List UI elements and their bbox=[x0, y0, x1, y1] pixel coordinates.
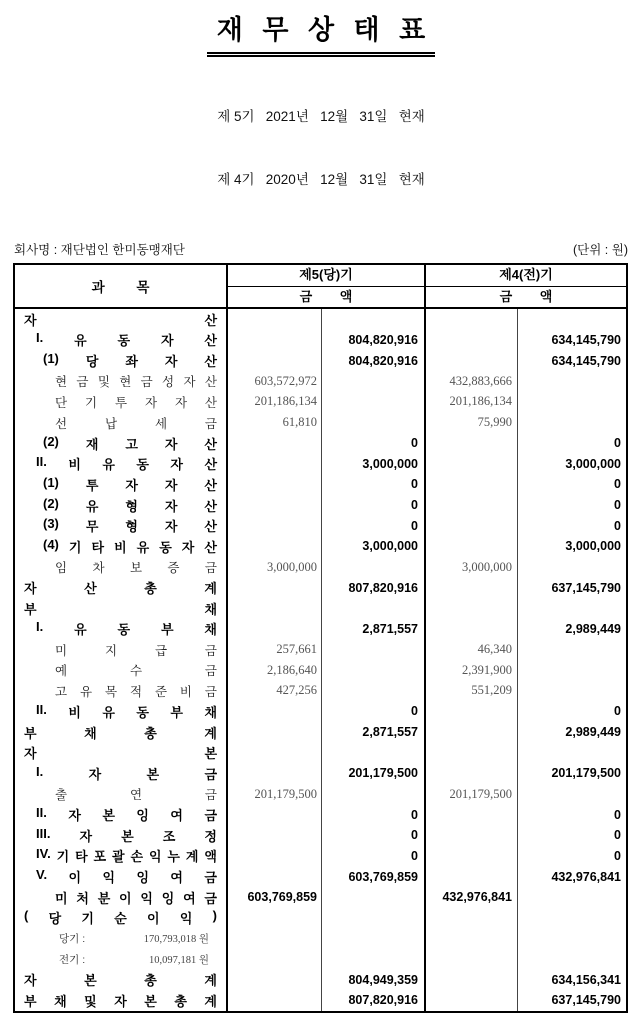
amount-cell-d5 bbox=[228, 577, 322, 598]
account-row bbox=[15, 742, 626, 763]
account-label: (3) 무 형 자 산 bbox=[43, 516, 217, 535]
amount-cell-t5 bbox=[322, 660, 426, 681]
note-row bbox=[15, 928, 626, 949]
amount-cell-d4 bbox=[426, 350, 518, 371]
account-row bbox=[15, 722, 626, 743]
account-label: II. 비 유 동 자 산 bbox=[36, 454, 217, 473]
amount-cell-t4: 432,976,841 bbox=[551, 869, 621, 884]
account-row bbox=[15, 639, 626, 660]
amount-cell-d5 bbox=[228, 846, 322, 867]
account-cell bbox=[15, 846, 228, 867]
account-row bbox=[15, 846, 626, 867]
amount-cell-d5 bbox=[228, 928, 322, 949]
account-row bbox=[15, 536, 626, 557]
amount-cell-d5 bbox=[228, 825, 322, 846]
account-column-header: 과 목 bbox=[15, 265, 228, 307]
account-cell bbox=[15, 536, 228, 557]
title-block bbox=[0, 0, 642, 57]
amount-cell-d5 bbox=[228, 453, 322, 474]
amount-cell-d4 bbox=[426, 846, 518, 867]
account-row bbox=[15, 887, 626, 908]
amount-cell-d4: 3,000,000 bbox=[426, 557, 518, 578]
amount-cell-d5: 3,000,000 bbox=[228, 557, 322, 578]
account-cell bbox=[15, 330, 228, 351]
amount-header-current: 금 액 bbox=[228, 287, 426, 307]
amount-cell-t4 bbox=[518, 309, 626, 330]
amount-cell-d4 bbox=[426, 309, 518, 330]
amount-cell-t5: 3,000,000 bbox=[322, 536, 426, 557]
account-label: 자 본 bbox=[24, 746, 217, 762]
amount-cell-t5: 2,871,557 bbox=[322, 722, 426, 743]
amount-cell-t5 bbox=[322, 949, 426, 970]
amount-cell-d4: 201,186,134 bbox=[426, 392, 518, 413]
account-cell bbox=[15, 763, 228, 784]
amount-cell-d5 bbox=[228, 536, 322, 557]
amount-cell-t5: 804,820,916 bbox=[322, 330, 426, 351]
amount-cell-d4 bbox=[426, 453, 518, 474]
amount-cell-t5: 3,000,000 bbox=[322, 453, 426, 474]
account-row bbox=[15, 784, 626, 805]
amount-cell-d4: 432,976,841 bbox=[426, 887, 518, 908]
account-label: 부 채 및 자 본 총 계 bbox=[24, 993, 217, 1009]
amount-cell-d5 bbox=[228, 866, 322, 887]
account-label: 부 채 bbox=[24, 601, 217, 617]
amount-cell-d4: 75,990 bbox=[426, 412, 518, 433]
amount-cell-t5 bbox=[322, 681, 426, 702]
amount-cell-d4 bbox=[426, 742, 518, 763]
amount-cell-t4 bbox=[518, 887, 626, 908]
amount-cell-d4: 432,883,666 bbox=[426, 371, 518, 392]
page-title: 재 무 상 태 표 bbox=[207, 8, 435, 57]
period4-header: 제4(전)기 bbox=[499, 267, 553, 282]
amount-cell-t5 bbox=[322, 371, 426, 392]
amount-cell-t5: 0 bbox=[322, 701, 426, 722]
amount-cell-d5 bbox=[228, 804, 322, 825]
account-row bbox=[15, 619, 626, 640]
amount-cell-d5 bbox=[228, 722, 322, 743]
account-cell bbox=[15, 949, 228, 970]
amount-cell-d4 bbox=[426, 949, 518, 970]
amount-cell-t4 bbox=[518, 742, 626, 763]
amount-cell-d4 bbox=[426, 598, 518, 619]
amount-cell-t4: 0 bbox=[614, 477, 621, 492]
amount-cell-d4 bbox=[426, 928, 518, 949]
account-label: 미 지 급 금 bbox=[55, 643, 217, 658]
account-row bbox=[15, 866, 626, 887]
amount-cell-d5 bbox=[228, 474, 322, 495]
amount-cell-t5 bbox=[322, 928, 426, 949]
account-label: V. 이 익 잉 여 금 bbox=[36, 867, 217, 886]
account-label: 자 산 bbox=[24, 312, 217, 328]
account-cell bbox=[15, 557, 228, 578]
account-cell bbox=[15, 887, 228, 908]
amount-cell-t4: 634,145,790 bbox=[551, 332, 621, 347]
amount-cell-d4 bbox=[426, 515, 518, 536]
amount-cell-d4 bbox=[426, 536, 518, 557]
account-cell bbox=[15, 866, 228, 887]
unit-label: (단위 : 원) bbox=[573, 243, 628, 257]
account-label: (1) 당 좌 자 산 bbox=[43, 351, 217, 370]
account-label: III. 자 본 조 정 bbox=[36, 825, 217, 844]
net-income-note bbox=[24, 931, 217, 946]
account-row bbox=[15, 990, 626, 1011]
amount-cell-d5: 427,256 bbox=[228, 681, 322, 702]
amount-cell-t4: 637,145,790 bbox=[551, 993, 621, 1008]
account-row bbox=[15, 970, 626, 991]
account-cell bbox=[15, 474, 228, 495]
amount-cell-d5 bbox=[228, 990, 322, 1011]
account-cell bbox=[15, 392, 228, 413]
amount-cell-t5 bbox=[322, 784, 426, 805]
net-income-note bbox=[24, 952, 217, 967]
company-name: 회사명 : 재단법인 한미동맹재단 bbox=[14, 243, 185, 257]
account-label: (1) 투 자 자 산 bbox=[43, 474, 217, 493]
amount-cell-t4 bbox=[518, 371, 626, 392]
amount-cell-t4: 0 bbox=[614, 828, 621, 843]
amount-cell-d5 bbox=[228, 495, 322, 516]
account-cell bbox=[15, 784, 228, 805]
account-row bbox=[15, 350, 626, 371]
table-body bbox=[15, 309, 626, 1011]
amount-cell-d5 bbox=[228, 598, 322, 619]
period5-header: 제5(당)기 bbox=[228, 265, 426, 286]
amount-cell-d5 bbox=[228, 908, 322, 929]
account-row bbox=[15, 701, 626, 722]
account-row bbox=[15, 412, 626, 433]
account-cell bbox=[15, 825, 228, 846]
amount-cell-d5 bbox=[228, 433, 322, 454]
account-row bbox=[15, 474, 626, 495]
amount-cell-t5 bbox=[322, 598, 426, 619]
amount-cell-t4 bbox=[518, 412, 626, 433]
account-row bbox=[15, 660, 626, 681]
amount-cell-t4: 0 bbox=[614, 704, 621, 719]
amount-cell-t5: 603,769,859 bbox=[322, 866, 426, 887]
amount-cell-t4 bbox=[518, 908, 626, 929]
amount-cell-t5 bbox=[322, 742, 426, 763]
amount-cell-d4: 201,179,500 bbox=[426, 784, 518, 805]
account-row bbox=[15, 908, 626, 929]
account-row bbox=[15, 763, 626, 784]
account-row bbox=[15, 515, 626, 536]
note-value: 10,097,181 원 bbox=[148, 954, 209, 966]
account-cell bbox=[15, 412, 228, 433]
account-cell bbox=[15, 970, 228, 991]
amount-cell-t4 bbox=[518, 949, 626, 970]
amount-cell-t5 bbox=[322, 392, 426, 413]
amount-cell-t5 bbox=[322, 412, 426, 433]
account-cell bbox=[15, 350, 228, 371]
amount-cell-d5 bbox=[228, 742, 322, 763]
account-label: 현 금 및 현 금 성 자 산 bbox=[55, 375, 217, 390]
amount-cell-t5: 804,949,359 bbox=[322, 970, 426, 991]
account-label: 미 처 분 이 익 잉 여 금 bbox=[55, 890, 217, 906]
account-label: 단 기 투 자 자 산 bbox=[55, 395, 217, 410]
amount-cell-d5 bbox=[228, 350, 322, 371]
account-label: 선 납 세 금 bbox=[55, 416, 217, 431]
amount-cell-d4 bbox=[426, 433, 518, 454]
account-label: (4) 기 타 비 유 동 자 산 bbox=[43, 536, 217, 555]
amount-cell-t4: 0 bbox=[614, 498, 621, 513]
period-line-current: 제 5기 2021년 12월 31일 현재 bbox=[217, 109, 425, 124]
amount-cell-t5 bbox=[322, 309, 426, 330]
account-row bbox=[15, 825, 626, 846]
account-cell bbox=[15, 639, 228, 660]
amount-cell-d5 bbox=[228, 619, 322, 640]
amount-columns-header bbox=[228, 265, 626, 307]
amount-cell-d4: 46,340 bbox=[426, 639, 518, 660]
amount-cell-d4 bbox=[426, 804, 518, 825]
amount-cell-t5: 807,820,916 bbox=[322, 990, 426, 1011]
account-row bbox=[15, 433, 626, 454]
amount-cell-t4: 637,145,790 bbox=[551, 580, 621, 595]
account-cell bbox=[15, 701, 228, 722]
amount-cell-t5: 807,820,916 bbox=[322, 577, 426, 598]
amount-cell-d5: 257,661 bbox=[228, 639, 322, 660]
account-row bbox=[15, 804, 626, 825]
account-row bbox=[15, 371, 626, 392]
amount-cell-d5: 2,186,640 bbox=[228, 660, 322, 681]
amount-cell-t5 bbox=[322, 557, 426, 578]
amount-cell-t5: 0 bbox=[322, 804, 426, 825]
amount-cell-t4: 634,156,341 bbox=[551, 972, 621, 987]
amount-cell-d4 bbox=[426, 577, 518, 598]
amount-cell-t4: 0 bbox=[614, 518, 621, 533]
account-cell bbox=[15, 742, 228, 763]
account-label: ( 당 기 순 이 익 ) bbox=[24, 908, 217, 927]
amount-cell-t4 bbox=[518, 392, 626, 413]
amount-cell-d5 bbox=[228, 949, 322, 970]
amount-cell-d4 bbox=[426, 908, 518, 929]
amount-cell-d5: 603,572,972 bbox=[228, 371, 322, 392]
amount-header-prior: 금 액 bbox=[499, 289, 565, 304]
amount-cell-d4 bbox=[426, 825, 518, 846]
account-label: II. 비 유 동 부 채 bbox=[36, 701, 217, 720]
account-cell bbox=[15, 309, 228, 330]
amount-cell-d4: 2,391,900 bbox=[426, 660, 518, 681]
amount-cell-t4: 3,000,000 bbox=[565, 539, 621, 554]
amount-cell-d5 bbox=[228, 763, 322, 784]
amount-cell-t4 bbox=[518, 928, 626, 949]
account-label: IV. 기 타 포 괄 손 익 누 계 액 bbox=[36, 846, 217, 865]
amount-cell-t4 bbox=[518, 639, 626, 660]
account-cell bbox=[15, 908, 228, 929]
amount-cell-d4 bbox=[426, 722, 518, 743]
period-line-prior: 제 4기 2020년 12월 31일 현재 bbox=[217, 172, 425, 187]
note-value: 170,793,018 원 bbox=[143, 934, 209, 946]
account-row bbox=[15, 495, 626, 516]
account-row bbox=[15, 681, 626, 702]
account-cell bbox=[15, 495, 228, 516]
amount-cell-d5: 201,186,134 bbox=[228, 392, 322, 413]
account-row bbox=[15, 330, 626, 351]
account-label: I. 유 동 부 채 bbox=[36, 619, 217, 638]
note-row bbox=[15, 949, 626, 970]
table-header bbox=[15, 265, 626, 309]
account-label: 부 채 총 계 bbox=[24, 725, 217, 741]
amount-cell-t5 bbox=[322, 908, 426, 929]
amount-cell-t5: 0 bbox=[322, 474, 426, 495]
account-label: 출 연 금 bbox=[55, 788, 217, 803]
account-cell bbox=[15, 453, 228, 474]
amount-cell-d4 bbox=[426, 970, 518, 991]
account-label: (2) 유 형 자 산 bbox=[43, 495, 217, 514]
amount-cell-d4 bbox=[426, 474, 518, 495]
account-row bbox=[15, 453, 626, 474]
period-lines bbox=[0, 64, 642, 232]
amount-cell-t5: 0 bbox=[322, 846, 426, 867]
amount-cell-d4: 551,209 bbox=[426, 681, 518, 702]
account-row bbox=[15, 309, 626, 330]
account-cell bbox=[15, 660, 228, 681]
amount-cell-t4 bbox=[518, 681, 626, 702]
amount-cell-t4 bbox=[518, 557, 626, 578]
account-label: I. 유 동 자 산 bbox=[36, 330, 217, 349]
amount-cell-d4 bbox=[426, 495, 518, 516]
account-cell bbox=[15, 433, 228, 454]
amount-cell-t4: 2,989,449 bbox=[565, 621, 621, 636]
amount-cell-t5: 0 bbox=[322, 515, 426, 536]
balance-sheet-table bbox=[13, 263, 628, 1013]
account-cell bbox=[15, 577, 228, 598]
account-cell bbox=[15, 619, 228, 640]
amount-cell-d4 bbox=[426, 866, 518, 887]
amount-cell-t4: 0 bbox=[614, 436, 621, 451]
amount-cell-t4: 2,989,449 bbox=[565, 725, 621, 740]
amount-cell-t5: 2,871,557 bbox=[322, 619, 426, 640]
amount-cell-t4: 0 bbox=[614, 807, 621, 822]
account-row bbox=[15, 557, 626, 578]
amount-cell-t4: 634,145,790 bbox=[551, 353, 621, 368]
amount-cell-t4 bbox=[518, 598, 626, 619]
account-cell bbox=[15, 804, 228, 825]
account-cell bbox=[15, 928, 228, 949]
account-label: 자 산 총 계 bbox=[24, 581, 217, 597]
note-label: 전기 : bbox=[59, 953, 86, 966]
account-cell bbox=[15, 990, 228, 1011]
account-label: 고 유 목 적 준 비 금 bbox=[55, 684, 217, 699]
amount-cell-d5: 61,810 bbox=[228, 412, 322, 433]
amount-cell-t5: 804,820,916 bbox=[322, 350, 426, 371]
account-label: 임 차 보 증 금 bbox=[55, 561, 217, 575]
amount-cell-d5 bbox=[228, 515, 322, 536]
account-row bbox=[15, 392, 626, 413]
amount-cell-d4 bbox=[426, 330, 518, 351]
amount-cell-t5: 0 bbox=[322, 495, 426, 516]
meta-row bbox=[0, 240, 642, 258]
amount-cell-d4 bbox=[426, 619, 518, 640]
amount-cell-d5 bbox=[228, 309, 322, 330]
amount-cell-t4: 3,000,000 bbox=[565, 456, 621, 471]
note-label: 당기 : bbox=[59, 933, 86, 946]
amount-cell-t4: 0 bbox=[614, 848, 621, 863]
amount-cell-t5 bbox=[322, 639, 426, 660]
amount-cell-d5 bbox=[228, 970, 322, 991]
account-row bbox=[15, 577, 626, 598]
account-cell bbox=[15, 722, 228, 743]
amount-cell-t4: 201,179,500 bbox=[551, 766, 621, 781]
account-label: 자 본 총 계 bbox=[24, 973, 217, 989]
account-label: 예 수 금 bbox=[55, 664, 217, 679]
account-row bbox=[15, 598, 626, 619]
amount-cell-t5 bbox=[322, 887, 426, 908]
amount-cell-t4 bbox=[518, 784, 626, 805]
amount-cell-d4 bbox=[426, 990, 518, 1011]
account-cell bbox=[15, 371, 228, 392]
account-cell bbox=[15, 598, 228, 619]
account-cell bbox=[15, 515, 228, 536]
amount-cell-d4 bbox=[426, 701, 518, 722]
amount-cell-d5 bbox=[228, 330, 322, 351]
account-label: II. 자 본 잉 여 금 bbox=[36, 805, 217, 824]
amount-cell-t4 bbox=[518, 660, 626, 681]
amount-cell-d4 bbox=[426, 763, 518, 784]
account-label: (2) 재 고 자 산 bbox=[43, 433, 217, 452]
amount-cell-d5: 603,769,859 bbox=[228, 887, 322, 908]
account-cell bbox=[15, 681, 228, 702]
account-label: I. 자 본 금 bbox=[36, 763, 217, 782]
amount-cell-t5: 0 bbox=[322, 825, 426, 846]
amount-cell-t5: 201,179,500 bbox=[322, 763, 426, 784]
amount-cell-d5: 201,179,500 bbox=[228, 784, 322, 805]
amount-cell-d5 bbox=[228, 701, 322, 722]
amount-cell-t5: 0 bbox=[322, 433, 426, 454]
